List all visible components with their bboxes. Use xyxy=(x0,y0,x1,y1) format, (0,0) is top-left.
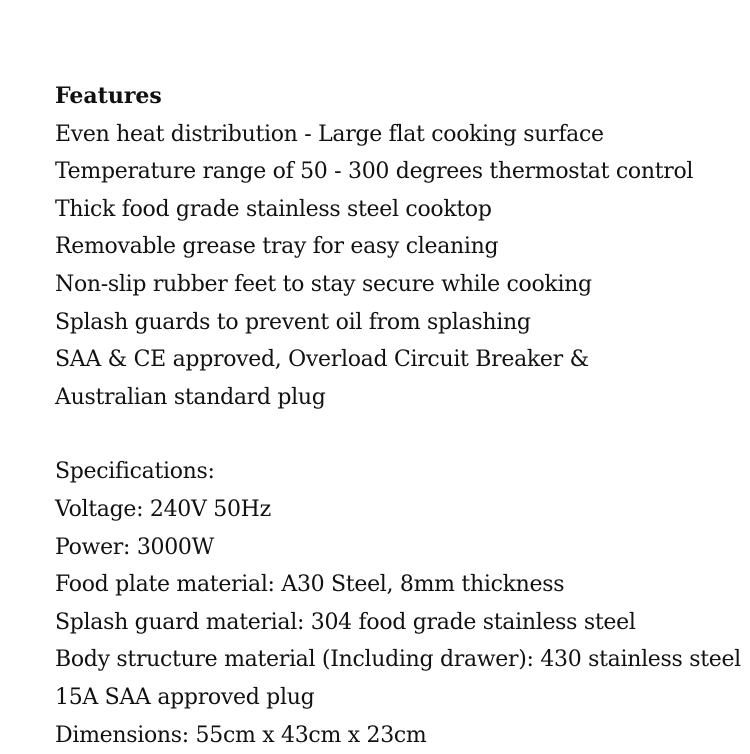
feature-item: Even heat distribution - Large flat cooking surface xyxy=(55,116,735,154)
feature-item: Temperature range of 50 - 300 degrees thermostat control xyxy=(55,153,735,191)
feature-item: Australian standard plug xyxy=(55,379,735,417)
feature-item: Splash guards to prevent oil from splashing xyxy=(55,304,735,342)
spec-item: Voltage: 240V 50Hz xyxy=(55,491,735,529)
spec-item: Body structure material (Including drawer): 430 stainless steel xyxy=(55,641,735,679)
feature-item: Removable grease tray for easy cleaning xyxy=(55,228,735,266)
spec-item: Food plate material: A30 Steel, 8mm thickness xyxy=(55,566,735,604)
section-spacer xyxy=(55,416,735,453)
features-section xyxy=(55,78,735,416)
spec-item: 15A SAA approved plug xyxy=(55,679,735,717)
feature-item: Thick food grade stainless steel cooktop xyxy=(55,191,735,229)
specifications-section xyxy=(55,453,735,754)
specifications-heading: Specifications: xyxy=(55,453,735,491)
spec-item: Power: 3000W xyxy=(55,529,735,567)
spec-item: Dimensions: 55cm x 43cm x 23cm xyxy=(55,717,735,754)
feature-item: SAA & CE approved, Overload Circuit Breaker & xyxy=(55,341,735,379)
features-heading: Features xyxy=(55,78,735,116)
feature-item: Non-slip rubber feet to stay secure while cooking xyxy=(55,266,735,304)
spec-item: Splash guard material: 304 food grade stainless steel xyxy=(55,604,735,642)
product-description xyxy=(55,78,735,754)
